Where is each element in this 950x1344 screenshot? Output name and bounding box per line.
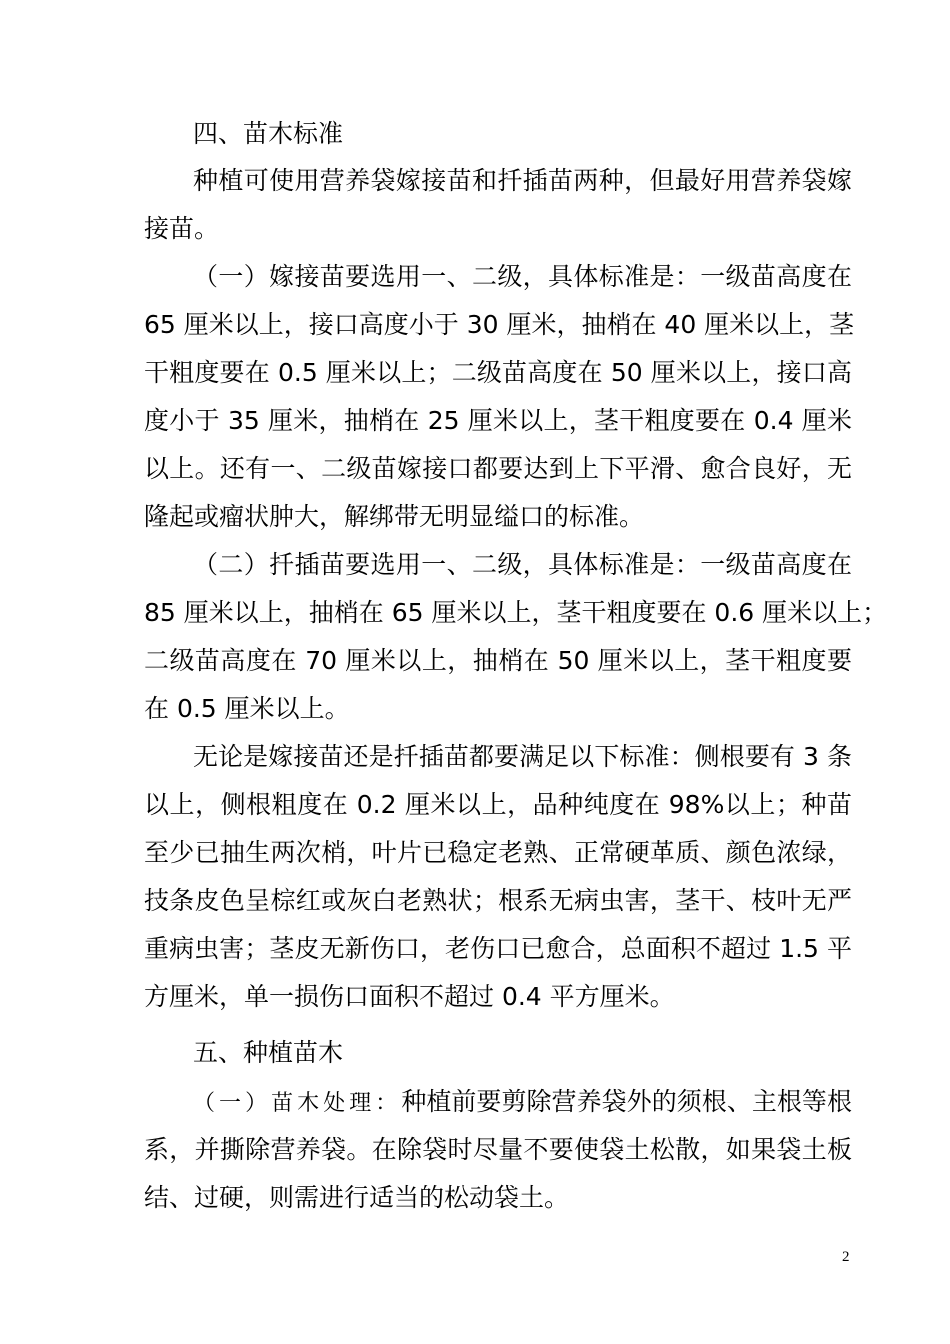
paragraph-line: （二）扦插苗要选用一、二级，具体标准是：一级苗高度在 <box>193 550 852 579</box>
paragraph-line <box>193 1084 852 1120</box>
paragraph-line: 干粗度要在 0.5 厘米以上；二级苗高度在 50 厘米以上，接口高 <box>144 358 852 387</box>
paragraph-line: 种植可使用营养袋嫁接苗和扦插苗两种，但最好用营养袋嫁 <box>193 166 852 195</box>
paragraph-line: 65 厘米以上，接口高度小于 30 厘米，抽梢在 40 厘米以上，茎 <box>144 310 855 339</box>
paragraph-line: 二级苗高度在 70 厘米以上，抽梢在 50 厘米以上，茎干粗度要 <box>144 646 852 675</box>
section-heading-planting: 五、种植苗木 <box>193 1038 344 1067</box>
paragraph-line: 接苗。 <box>144 214 220 243</box>
paragraph-line: （一）嫁接苗要选用一、二级，具体标准是：一级苗高度在 <box>193 262 852 291</box>
paragraph-line: 无论是嫁接苗还是扦插苗都要满足以下标准：侧根要有 3 条 <box>193 742 852 771</box>
subsection-label: （一）苗木处理： <box>193 1091 402 1116</box>
paragraph-line: 重病虫害；茎皮无新伤口，老伤口已愈合，总面积不超过 1.5 平 <box>144 934 852 963</box>
paragraph-line: 系，并撕除营养袋。在除袋时尽量不要使袋土松散，如果袋土板 <box>144 1135 852 1164</box>
paragraph-line: 隆起或瘤状肿大，解绑带无明显缢口的标准。 <box>144 502 645 531</box>
paragraph-line: 技条皮色呈棕红或灰白老熟状；根系无病虫害，茎干、枝叶无严 <box>144 886 852 915</box>
paragraph-line: 至少已抽生两次梢，叶片已稳定老熟、正常硬革质、颜色浓绿， <box>144 838 852 867</box>
paragraph-line: 85 厘米以上，抽梢在 65 厘米以上，茎干粗度要在 0.6 厘米以上； <box>144 598 888 627</box>
paragraph-line: 度小于 35 厘米，抽梢在 25 厘米以上，茎干粗度要在 0.4 厘米 <box>144 406 852 435</box>
paragraph-text: 种植前要剪除营养袋外的须根、主根等根 <box>401 1087 852 1116</box>
paragraph-line: 方厘米，单一损伤口面积不超过 0.4 平方厘米。 <box>144 982 675 1011</box>
section-heading-seedling-standard: 四、苗木标准 <box>193 119 344 148</box>
page-number: 2 <box>842 1249 850 1265</box>
paragraph-line: 以上，侧根粗度在 0.2 厘米以上，品种纯度在 98%以上；种苗 <box>144 790 852 819</box>
paragraph-line: 结、过硬，则需进行适当的松动袋土。 <box>144 1183 570 1212</box>
paragraph-line: 在 0.5 厘米以上。 <box>144 694 350 723</box>
paragraph-line: 以上。还有一、二级苗嫁接口都要达到上下平滑、愈合良好，无 <box>144 454 852 483</box>
